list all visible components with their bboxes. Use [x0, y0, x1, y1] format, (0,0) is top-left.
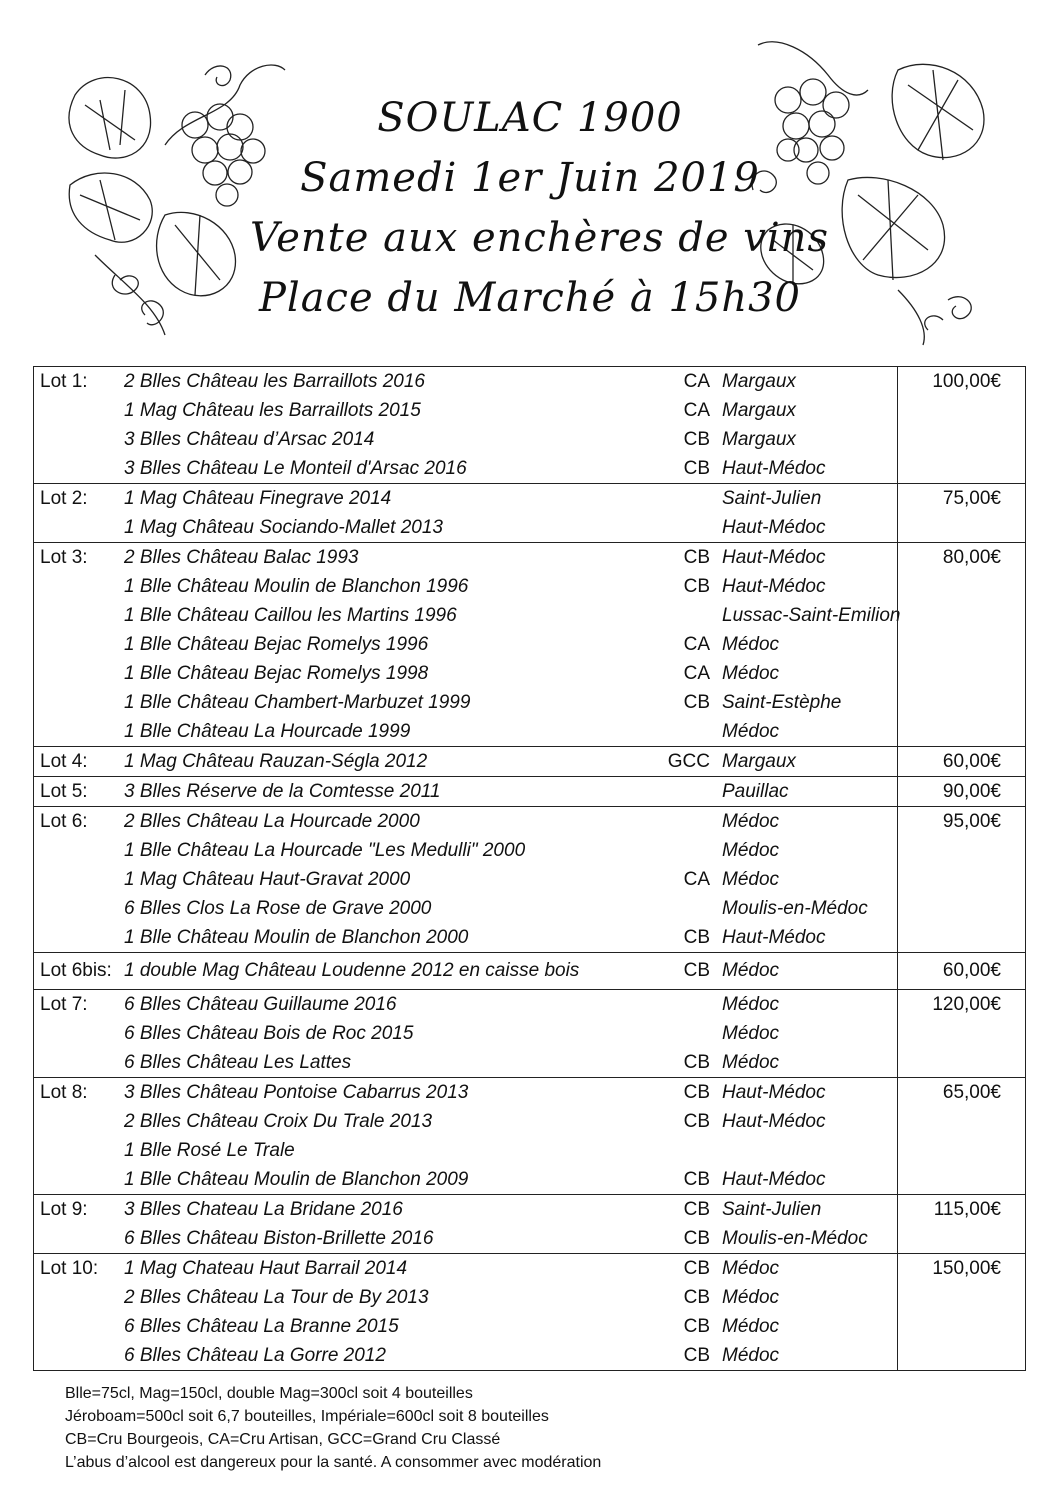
wine-classification — [664, 717, 722, 746]
wine-item — [124, 953, 897, 989]
lot-items — [124, 1078, 897, 1194]
wine-classification: CB — [683, 429, 710, 450]
wine-classification: CB — [683, 1345, 710, 1366]
wine-description: 1 Blle Château La Hourcade "Les Medulli" 2000 — [124, 840, 526, 861]
wine-appellation: Haut-Médoc — [722, 927, 826, 948]
wine-item — [124, 601, 901, 630]
wine-classification — [664, 777, 722, 806]
wine-item — [124, 454, 897, 483]
lot-row — [34, 1078, 1025, 1195]
lot-label: Lot 7: — [40, 994, 88, 1015]
lot-row — [34, 367, 1025, 484]
wine-item — [124, 1078, 897, 1107]
wine-description: 1 Blle Château La Hourcade 1999 — [124, 721, 411, 742]
wine-item — [124, 1195, 897, 1224]
wine-item — [124, 836, 897, 865]
lots-table — [33, 366, 1026, 1371]
wine-appellation: Lussac-Saint-Emilion — [722, 605, 901, 626]
wine-description: 1 Mag Château les Barraillots 2015 — [124, 400, 421, 421]
note-line: CB=Cru Bourgeois, CA=Cru Artisan, GCC=Grand Cru Classé — [65, 1431, 501, 1448]
lot-label: Lot 6: — [40, 811, 88, 832]
wine-item — [124, 1107, 897, 1136]
lot-label: Lot 10: — [40, 1258, 99, 1279]
wine-appellation: Médoc — [722, 1316, 780, 1337]
wine-description: 1 Blle Château Chambert-Marbuzet 1999 — [124, 692, 471, 713]
lot-row — [34, 777, 1025, 807]
wine-item — [124, 1136, 897, 1165]
lot-price: 65,00€ — [897, 1078, 1025, 1194]
wine-item — [124, 572, 897, 601]
wine-description: 3 Blles Chateau La Bridane 2016 — [124, 1199, 403, 1220]
wine-classification: CB — [683, 1199, 710, 1220]
wine-appellation: Haut-Médoc — [722, 1169, 826, 1190]
wine-description: 2 Blles Château Balac 1993 — [124, 547, 359, 568]
lot-items — [124, 484, 897, 542]
lot-label: Lot 3: — [40, 547, 88, 568]
lot-price: 90,00€ — [897, 777, 1025, 806]
wine-description: 1 Blle Château Moulin de Blanchon 1996 — [124, 576, 469, 597]
lot-price: 75,00€ — [897, 484, 1025, 542]
wine-classification: CB — [683, 1082, 710, 1103]
wine-classification: CB — [683, 1287, 710, 1308]
wine-appellation: Médoc — [722, 840, 780, 861]
wine-appellation: Haut-Médoc — [722, 1082, 826, 1103]
wine-appellation: Médoc — [722, 869, 780, 890]
wine-description: 1 Blle Rosé Le Trale — [124, 1140, 295, 1161]
wine-classification: CB — [683, 458, 710, 479]
wine-appellation: Médoc — [722, 1287, 780, 1308]
lot-price: 150,00€ — [897, 1254, 1025, 1370]
wine-appellation: Médoc — [722, 1258, 780, 1279]
wine-appellation: Margaux — [722, 371, 796, 392]
note-line: Blle=75cl, Mag=150cl, double Mag=300cl soit 4 bouteilles — [65, 1385, 473, 1402]
lot-price: 100,00€ — [897, 367, 1025, 483]
lot-label: Lot 5: — [40, 781, 88, 802]
wine-item — [124, 1254, 897, 1283]
wine-item — [124, 688, 897, 717]
wine-item — [124, 717, 897, 746]
lot-price: 60,00€ — [897, 747, 1025, 776]
wine-appellation: Haut-Médoc — [722, 547, 826, 568]
wine-classification: CB — [683, 1169, 710, 1190]
wine-description: 1 Blle Château Moulin de Blanchon 2000 — [124, 927, 469, 948]
wine-description: 3 Blles Château d’Arsac 2014 — [124, 429, 375, 450]
wine-description: 1 Blle Château Moulin de Blanchon 2009 — [124, 1169, 469, 1190]
wine-description: 1 double Mag Château Loudenne 2012 en caisse bois — [124, 960, 580, 981]
wine-description: 6 Blles Château Guillaume 2016 — [124, 994, 397, 1015]
wine-description: 6 Blles Château Les Lattes — [124, 1052, 352, 1073]
wine-appellation — [722, 1136, 897, 1165]
wine-appellation: Haut-Médoc — [722, 576, 826, 597]
wine-appellation: Médoc — [722, 1345, 780, 1366]
lot-row — [34, 1254, 1025, 1370]
wine-item — [124, 367, 897, 396]
wine-description: 6 Blles Château Biston-Brillette 2016 — [124, 1228, 434, 1249]
lot-row — [34, 747, 1025, 777]
wine-classification: CB — [683, 547, 710, 568]
wine-classification: GCC — [667, 751, 710, 772]
lot-row — [34, 953, 1025, 990]
wine-appellation: Médoc — [722, 1023, 780, 1044]
wine-appellation: Haut-Médoc — [722, 1111, 826, 1132]
note-line: Jéroboam=500cl soit 6,7 bouteilles, Impériale=600cl soit 8 bouteilles — [65, 1408, 549, 1425]
wine-description: 3 Blles Château Pontoise Cabarrus 2013 — [124, 1082, 469, 1103]
wine-description: 2 Blles Château La Tour de By 2013 — [124, 1287, 429, 1308]
wine-appellation: Médoc — [722, 663, 780, 684]
wine-description: 1 Mag Château Haut-Gravat 2000 — [124, 869, 411, 890]
lot-items — [124, 777, 897, 806]
lot-label: Lot 1: — [40, 371, 88, 392]
wine-classification: CA — [683, 663, 710, 684]
wine-item — [124, 543, 897, 572]
wine-classification — [664, 894, 722, 923]
wine-appellation: Haut-Médoc — [722, 517, 826, 538]
wine-item — [124, 1283, 897, 1312]
lot-label: Lot 4: — [40, 751, 88, 772]
wine-item — [124, 990, 897, 1019]
wine-appellation: Médoc — [722, 811, 780, 832]
wine-classification — [664, 1136, 722, 1165]
wine-classification: CA — [683, 400, 710, 421]
wine-appellation: Saint-Estèphe — [722, 692, 842, 713]
wine-description: 1 Mag Château Finegrave 2014 — [124, 488, 392, 509]
wine-classification — [664, 1019, 722, 1048]
wine-classification — [664, 990, 722, 1019]
wine-description: 6 Blles Clos La Rose de Grave 2000 — [124, 898, 432, 919]
wine-item — [124, 396, 897, 425]
wine-appellation: Médoc — [722, 960, 780, 981]
notes — [65, 1382, 601, 1474]
wine-classification: CB — [683, 692, 710, 713]
lot-row — [34, 807, 1025, 953]
wine-description: 2 Blles Château La Hourcade 2000 — [124, 811, 420, 832]
lot-price: 60,00€ — [897, 953, 1025, 989]
lot-items — [124, 1195, 897, 1253]
wine-description: 1 Mag Château Rauzan-Ségla 2012 — [124, 751, 428, 772]
wine-item — [124, 513, 897, 542]
wine-item — [124, 484, 897, 513]
lot-items — [124, 1254, 897, 1370]
lot-price: 80,00€ — [897, 543, 1025, 746]
lot-items — [124, 543, 901, 746]
lot-price: 120,00€ — [897, 990, 1025, 1077]
title-line-3: Vente aux enchères de vins — [250, 215, 829, 261]
wine-appellation: Médoc — [722, 634, 780, 655]
wine-item — [124, 630, 897, 659]
lot-items — [124, 953, 897, 989]
wine-item — [124, 1312, 897, 1341]
wine-appellation: Pauillac — [722, 781, 789, 802]
wine-classification: CB — [683, 1228, 710, 1249]
wine-classification: CA — [683, 634, 710, 655]
lot-row — [34, 543, 1025, 747]
lot-items — [124, 807, 897, 952]
wine-appellation: Saint-Julien — [722, 1199, 822, 1220]
wine-item — [124, 894, 897, 923]
lot-row — [34, 484, 1025, 543]
wine-classification — [664, 836, 722, 865]
wine-item — [124, 1019, 897, 1048]
wine-description: 2 Blles Château les Barraillots 2016 — [124, 371, 426, 392]
wine-item — [124, 659, 897, 688]
wine-description: 6 Blles Château La Branne 2015 — [124, 1316, 399, 1337]
wine-item — [124, 923, 897, 952]
lot-label: Lot 8: — [40, 1082, 88, 1103]
wine-appellation: Médoc — [722, 721, 780, 742]
wine-classification: CB — [683, 1316, 710, 1337]
wine-classification — [664, 484, 722, 513]
wine-classification — [664, 807, 722, 836]
title-line-1: SOULAC 1900 — [377, 95, 683, 141]
wine-item — [124, 425, 897, 454]
wine-classification: CA — [683, 371, 710, 392]
wine-description: 1 Blle Château Caillou les Martins 1996 — [124, 605, 457, 626]
wine-appellation: Moulis-en-Médoc — [722, 1228, 868, 1249]
wine-classification: CB — [683, 960, 710, 981]
wine-description: 1 Blle Château Bejac Romelys 1998 — [124, 663, 429, 684]
wine-classification: CB — [683, 1258, 710, 1279]
wine-classification: CB — [683, 1052, 710, 1073]
wine-classification: CB — [683, 1111, 710, 1132]
note-line: L’abus d’alcool est dangereux pour la santé. A consommer avec modération — [65, 1454, 602, 1471]
wine-classification — [664, 601, 722, 630]
wine-description: 1 Mag Chateau Haut Barrail 2014 — [124, 1258, 408, 1279]
lot-row — [34, 990, 1025, 1078]
wine-item — [124, 807, 897, 836]
wine-classification: CB — [683, 576, 710, 597]
wine-description: 2 Blles Château Croix Du Trale 2013 — [124, 1111, 433, 1132]
lot-items — [124, 747, 897, 776]
wine-item — [124, 1165, 897, 1194]
wine-description: 3 Blles Château Le Monteil d'Arsac 2016 — [124, 458, 467, 479]
wine-appellation: Margaux — [722, 400, 796, 421]
lot-row — [34, 1195, 1025, 1254]
wine-appellation: Médoc — [722, 994, 780, 1015]
wine-description: 3 Blles Réserve de la Comtesse 2011 — [124, 781, 441, 802]
lot-price: 115,00€ — [897, 1195, 1025, 1253]
wine-description: 6 Blles Château Bois de Roc 2015 — [124, 1023, 414, 1044]
wine-item — [124, 747, 897, 776]
wine-appellation: Médoc — [722, 1052, 780, 1073]
wine-item — [124, 1048, 897, 1077]
wine-appellation: Haut-Médoc — [722, 458, 826, 479]
wine-description: 1 Blle Château Bejac Romelys 1996 — [124, 634, 429, 655]
title-line-4: Place du Marché à 15h30 — [258, 275, 802, 321]
wine-appellation: Margaux — [722, 751, 796, 772]
wine-description: 6 Blles Château La Gorre 2012 — [124, 1345, 386, 1366]
header — [0, 0, 1058, 360]
lot-label: Lot 9: — [40, 1199, 88, 1220]
wine-classification — [664, 513, 722, 542]
lot-label: Lot 6bis: — [40, 960, 112, 981]
wine-item — [124, 1341, 897, 1370]
lot-items — [124, 990, 897, 1077]
lot-items — [124, 367, 897, 483]
wine-item — [124, 777, 897, 806]
wine-appellation: Saint-Julien — [722, 488, 822, 509]
lot-label: Lot 2: — [40, 488, 88, 509]
lot-price: 95,00€ — [897, 807, 1025, 952]
wine-item — [124, 1224, 897, 1253]
wine-appellation: Margaux — [722, 429, 796, 450]
wine-description: 1 Mag Château Sociando-Mallet 2013 — [124, 517, 443, 538]
wine-classification: CB — [683, 927, 710, 948]
wine-classification: CA — [683, 869, 710, 890]
wine-item — [124, 865, 897, 894]
title-line-2: Samedi 1er Juin 2019 — [300, 155, 760, 201]
wine-appellation: Moulis-en-Médoc — [722, 898, 868, 919]
